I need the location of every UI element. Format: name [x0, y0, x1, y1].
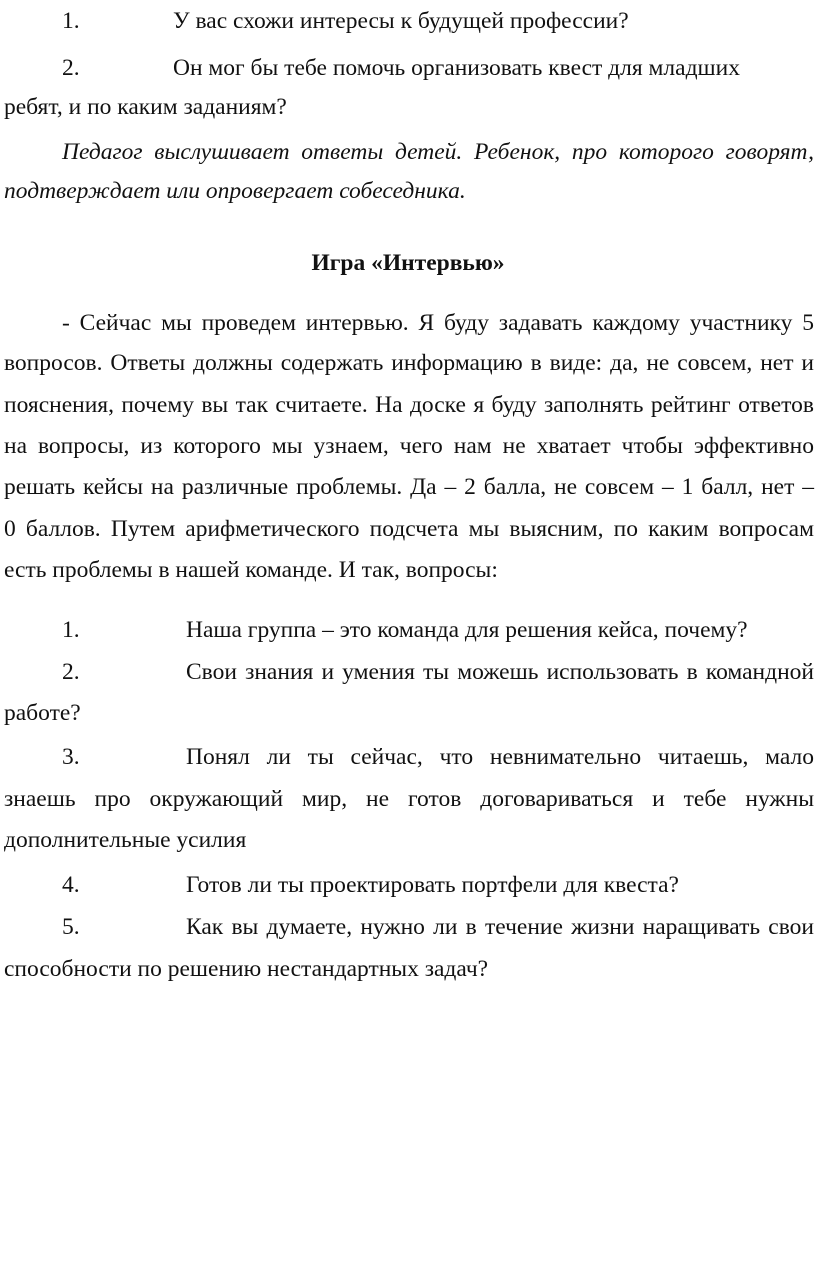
teacher-note-line: подтверждает или опровергает собеседника.: [4, 178, 466, 204]
paragraph-line: вопросов. Ответы должны содержать информацию в виде: да, не совсем, нет и: [4, 350, 814, 376]
question-continuation: работе?: [4, 700, 81, 726]
teacher-note-line: Педагог выслушивает ответы детей. Ребенок, про которого говорят,: [62, 139, 814, 165]
question-item: [0, 615, 816, 645]
list-item: [0, 53, 816, 83]
paragraph-line: на вопросы, из которого мы узнаем, чего нам не хватает чтобы эффективно: [4, 433, 814, 459]
question-continuation: способности по решению нестандартных задач?: [4, 956, 489, 982]
list-number: 1.: [62, 8, 80, 34]
paragraph-line: решать кейсы на различные проблемы. Да – 2 балла, не совсем – 1 балл, нет –: [4, 474, 814, 500]
question-text: Наша группа – это команда для решения кейса, почему?: [186, 617, 748, 643]
question-text: Готов ли ты проектировать портфели для квеста?: [186, 872, 679, 898]
question-text: Как вы думаете, нужно ли в течение жизни наращивать свои: [186, 914, 814, 940]
question-continuation: дополнительные усилия: [4, 827, 247, 853]
question-item: [0, 870, 816, 900]
question-number: 3.: [62, 744, 80, 770]
list-item-text: У вас схожи интересы к будущей профессии?: [173, 8, 629, 34]
question-item: [0, 657, 816, 687]
question-text: Понял ли ты сейчас, что невнимательно читаешь, мало: [186, 744, 814, 770]
list-item-text: Он мог бы тебе помочь организовать квест для младших: [173, 55, 740, 81]
question-item: [0, 742, 816, 772]
list-number: 2.: [62, 55, 80, 81]
paragraph-line: 0 баллов. Путем арифметического подсчета мы выясним, по каким вопросам: [4, 516, 814, 542]
question-number: 5.: [62, 914, 80, 940]
question-number: 2.: [62, 659, 80, 685]
paragraph-line: пояснения, почему вы так считаете. На доске я буду заполнять рейтинг ответов: [4, 392, 814, 418]
paragraph-line: - Сейчас мы проведем интервью. Я буду задавать каждому участнику 5: [62, 310, 814, 336]
list-item: [0, 6, 816, 36]
question-number: 4.: [62, 872, 80, 898]
list-item-continuation: ребят, и по каким заданиям?: [4, 94, 287, 120]
question-text: Свои знания и умения ты можешь использовать в командной: [186, 659, 814, 685]
question-continuation: знаешь про окружающий мир, не готов договариваться и тебе нужны: [4, 786, 814, 812]
section-title: Игра «Интервью»: [311, 250, 505, 276]
question-item: [0, 912, 816, 942]
paragraph-line: есть проблемы в нашей команде. И так, вопросы:: [4, 557, 498, 583]
question-number: 1.: [62, 617, 80, 643]
